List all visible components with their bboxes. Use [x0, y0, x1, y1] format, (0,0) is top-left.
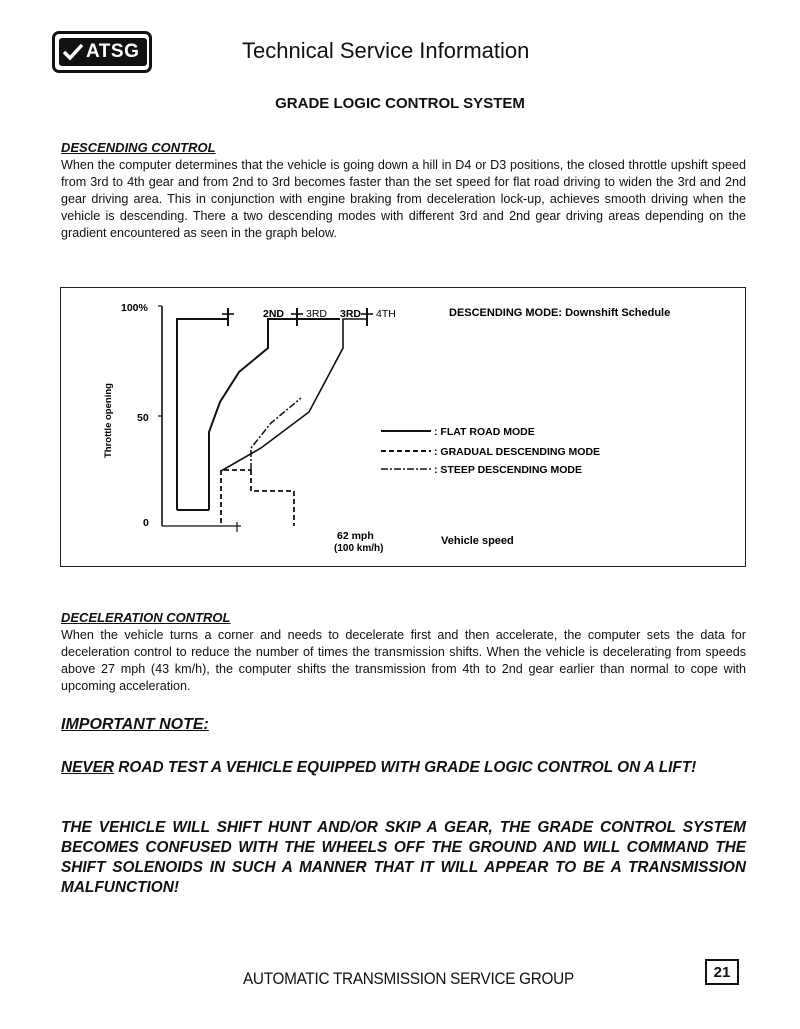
atsg-logo — [52, 31, 152, 73]
logo-text: ATSG — [86, 41, 140, 62]
warning-lift-text: ROAD TEST A VEHICLE EQUIPPED WITH GRADE LOGIC CONTROL ON A LIFT! — [114, 759, 697, 776]
x-tick-label-kmh: (100 km/h) — [334, 543, 384, 554]
legend — [381, 426, 600, 476]
checkmark-icon — [62, 43, 84, 61]
gear-label-3rd-b: 3RD — [340, 308, 362, 320]
steep-mode-line — [251, 398, 301, 470]
warning-never: NEVER — [61, 759, 115, 776]
downshift-schedule-figure — [60, 287, 746, 567]
deceleration-body: When the vehicle turns a corner and needs to decelerate first and then accelerate, the computer sets the data for deceleration control to reduce the number of times the transmission shifts. When the vehicle is decelerating from speeds above 27 mph (43 km/h), the computer shifts the transmission from 4th to 2nd gear earlier than normal to cope with upcoming acceleration. — [61, 628, 746, 693]
legend-label-gradual: : GRADUAL DESCENDING MODE — [434, 446, 601, 458]
flat-shift-line-2 — [221, 319, 367, 471]
warning-lift — [61, 758, 746, 778]
gradual-mode-line-2 — [251, 470, 294, 526]
y-tick-label-50: 50 — [137, 412, 149, 424]
y-axis-label: Throttle opening — [103, 383, 114, 458]
warning-malfunction: THE VEHICLE WILL SHIFT HUNT AND/OR SKIP A GEAR, THE GRADE CONTROL SYSTEM BECOMES CONFUSED WITH THE WHEELS OFF THE GROUND AND WILL COMMAND THE SHIFT SOLENOIDS IN SUCH A MANNER THAT IT WILL APPEAR TO BE A TRANSMISSION MALFUNCTION! — [61, 819, 746, 896]
deceleration-heading: DECELERATION CONTROL — [61, 610, 231, 625]
y-tick-label-100: 100% — [121, 302, 148, 314]
x-axis-label: Vehicle speed — [441, 535, 514, 547]
gear-label-2nd: 2ND — [263, 308, 285, 320]
important-note-heading: IMPORTANT NOTE: — [61, 716, 209, 733]
page-number: 21 — [705, 959, 739, 985]
gradual-mode-line-1 — [221, 470, 251, 523]
flat-3rd-4th-line — [209, 319, 340, 510]
legend-label-flat: : FLAT ROAD MODE — [434, 426, 535, 438]
y-tick-label-0: 0 — [143, 517, 149, 529]
section-title: GRADE LOGIC CONTROL SYSTEM — [275, 95, 525, 112]
footer-org: AUTOMATIC TRANSMISSION SERVICE GROUP — [243, 969, 574, 988]
gear-label-4th: 4TH — [376, 308, 396, 320]
descending-heading: DESCENDING CONTROL — [61, 140, 216, 155]
page-header-title: Technical Service Information — [242, 38, 530, 63]
descending-body: When the computer determines that the vehicle is going down a hill in D4 or D3 positions, the closed throttle upshift speed from 3rd to 4th gear and from 2nd to 3rd becomes faster than the set speed for flat road driving to widen the 3rd and 2nd gear driving area. This in conjunction with engine braking from deceleration lock-up, achieves smooth driving when the vehicle is descending. There a two descending modes with different 3rd and 2nd gear driving areas depending on the gradient encountered as seen in the graph below. — [61, 158, 746, 240]
legend-label-steep: : STEEP DESCENDING MODE — [434, 464, 582, 476]
gear-label-3rd-a: 3RD — [306, 308, 328, 320]
x-tick-label-mph: 62 mph — [337, 530, 374, 542]
figure-title: DESCENDING MODE: Downshift Schedule — [449, 307, 671, 319]
downshift-schedule-graph — [61, 288, 744, 565]
